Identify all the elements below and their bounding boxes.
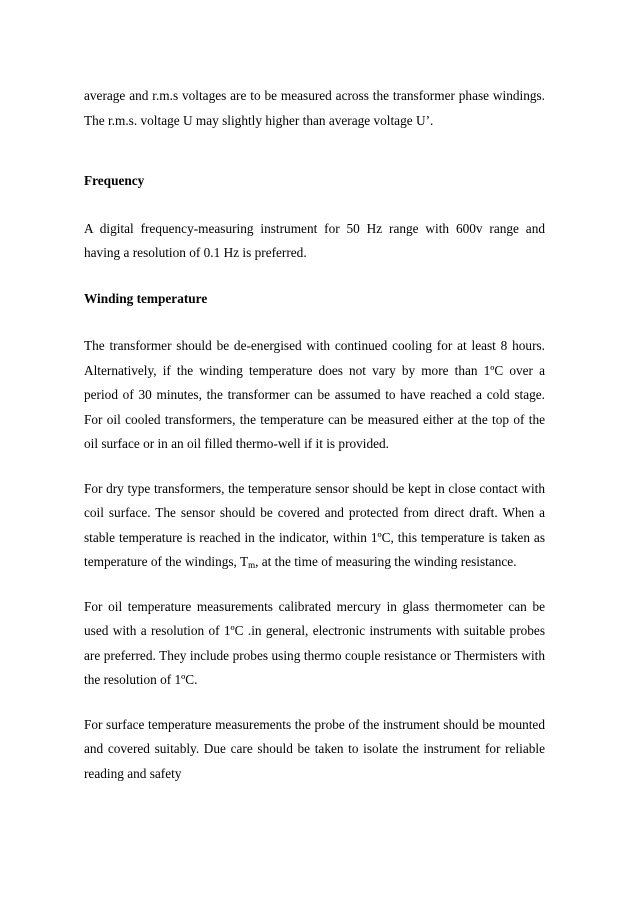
document-body — [84, 84, 545, 806]
paragraph-de-energise: The transformer should be de-energised with continued cooling for at least 8 hours. Alternatively, if the winding temperature does not vary by more than 1ºC over a period of 30 minutes, the transformer can be assumed to have reached a cold stage. For oil cooled transformers, the temperature can be measured either at the top of the oil surface or in an oil filled thermo-well if it is provided. — [84, 338, 545, 451]
heading-winding-temperature: Winding temperature — [84, 290, 208, 306]
heading-frequency: Frequency — [84, 173, 145, 188]
paragraph-frequency: A digital frequency-measuring instrument for 50 Hz range with 600v range and having a resolution of 0.1 Hz is preferred. — [84, 220, 545, 260]
paragraph-dry-type-text: For dry type transformers, the temperature sensor should be kept in close contact with coil surface. The sensor should be covered and protected from direct draft. When a stable temperature is reached in the indicator, within 1ºC, this temperature is taken as temperature of the windings, T — [84, 480, 545, 569]
paragraph-voltage: average and r.m.s voltages are to be measured across the transformer phase windings. The r.m.s. voltage U may slightly higher than average voltage U’. — [84, 88, 545, 128]
paragraph-oil-temperature: For oil temperature measurements calibrated mercury in glass thermometer can be used with a resolution of 1ºC .in general, electronic instruments with suitable probes are preferred. They include probes using thermo couple resistance or Thermisters with the resolution of 1ºC. — [84, 598, 545, 687]
paragraph-surface-temperature: For surface temperature measurements the probe of the instrument should be mounted and covered suitably. Due care should be taken to isolate the instrument for reliable reading and safety — [84, 716, 545, 781]
paragraph-dry-type — [84, 477, 545, 575]
subscript-m: m — [248, 560, 256, 570]
paragraph-dry-type-tail: , at the time of measuring the winding resistance. — [255, 554, 517, 569]
